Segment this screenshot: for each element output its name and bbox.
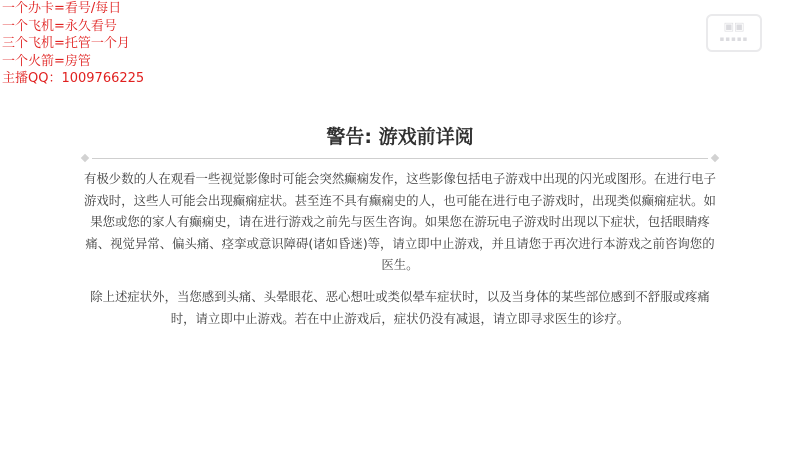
overlay-line: 一个飞机=永久看号 [2, 18, 117, 34]
divider-diamond-icon [711, 154, 719, 162]
warning-paragraph-1: 有极少数的人在观看一些视觉影像时可能会突然癫痫发作，这些影像包括电子游戏中出现的闪光或图形。在进行电子游戏时，这些人可能会出现癫痫症状。甚至连不具有癫痫史的人，也可能在进行电子游戏时，出现类似癫痫症状。如果您或您的家人有癫痫史，请在进行游戏之前先与医生咨询。如果您在游玩电子游戏时出现以下症状，包括眼睛疼痛、视觉异常、偏头痛、痉挛或意识障碍(诸如昏迷)等，请立即中止游戏，并且请您于再次进行本游戏之前咨询您的医生。 [84, 171, 716, 273]
overlay-line: 主播QQ：1009766225 [2, 71, 145, 86]
stream-overlay-text [2, 0, 144, 88]
divider-diamond-icon [81, 154, 89, 162]
overlay-line: 一个火箭=房管 [2, 53, 91, 69]
warning-paragraph-2: 除上述症状外，当您感到头痛、头晕眼花、恶心想吐或类似晕车症状时，以及当身体的某些部位感到不舒服或疼痛时，请立即中止游戏。若在中止游戏后，症状仍没有减退，请立即寻求医生的诊疗。 [90, 289, 710, 326]
warning-title: 警告: 游戏前详阅 [326, 126, 474, 148]
title-divider [80, 154, 720, 164]
stream-platform-watermark-icon: ▣▣ ▪▪▪▪▪ [706, 14, 762, 52]
divider-line [92, 158, 708, 159]
overlay-line: 一个办卡=看号/每日 [2, 1, 122, 16]
overlay-line: 三个飞机=托管一个月 [2, 36, 130, 51]
